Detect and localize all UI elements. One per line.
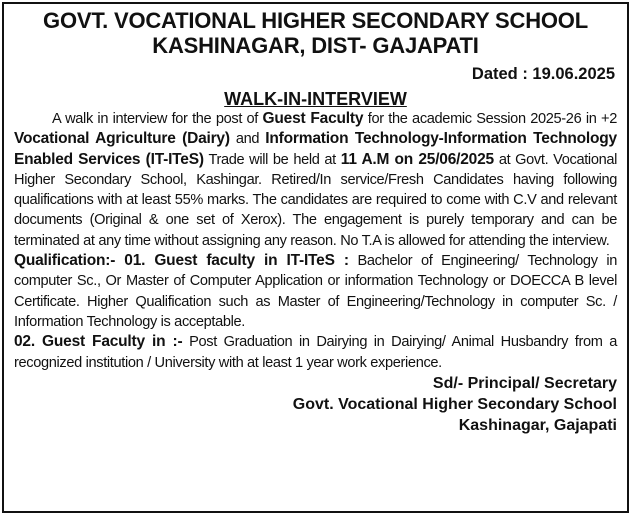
trade-it-ites: Information Technology-Information Technology Enabled Services (IT-ITeS): [14, 130, 617, 168]
qualification-dairy-heading: 02. Guest Faculty in :-: [14, 333, 183, 351]
qualification-dairy-paragraph: [14, 332, 617, 373]
para1-text-4: Trade will be held at: [203, 151, 341, 168]
post-name: Guest Faculty: [262, 110, 364, 127]
signature-place: Kashinagar, Gajapati: [458, 416, 617, 434]
signature-designation: Sd/- Principal/ Secretary: [432, 374, 617, 392]
qualification-it-text: Bachelor of Engineering/ Technology in computer Sc., Or Master of Computer Application or information Technology or DOECCA B level Certificate. Higher Qualification such as Master of Engineering/Technology in computer Sc. / Information Technology is acceptable.: [14, 253, 617, 330]
signature-school: Govt. Vocational Higher Secondary School: [292, 395, 617, 413]
walk-in-interview-notice: [2, 2, 629, 513]
school-location-heading: KASHINAGAR, DIST- GAJAPATI: [152, 33, 479, 58]
school-name-heading: GOVT. VOCATIONAL HIGHER SECONDARY SCHOOL: [43, 8, 588, 33]
trade-agriculture: Vocational Agriculture (Dairy): [14, 130, 230, 148]
notice-date: Dated : 19.06.2025: [471, 65, 615, 83]
announcement-paragraph: [14, 109, 617, 251]
para1-text-5: at Govt. Vocational Higher Secondary School, Kashingar. Retired/In service/Fresh Candidates having following qualifications with at least 55% marks. The candidates are required to come with C.V and relevant documents (Original & one set of Xerox). The engagement is purely temporary and can be terminated at any time without assigning any reason. No T.A is allowed for attending the interview.: [14, 151, 618, 249]
notice-title: WALK-IN-INTERVIEW: [224, 89, 407, 109]
qualification-it-heading: Qualification:- 01. Guest faculty in IT-ITeS :: [14, 252, 349, 270]
qualification-dairy-text: Post Graduation in Dairying in Dairying/ Animal Husbandry from a recognized institution / University with at least 1 year work experience.: [14, 334, 618, 371]
para1-text-3: and: [229, 131, 266, 148]
para1-text-1: A walk in interview for the post of: [52, 111, 263, 127]
interview-time-date: 11 A.M on 25/06/2025: [340, 150, 494, 168]
para1-text-2: for the academic Session 2025-26 in +2: [363, 111, 617, 127]
qualification-it-paragraph: [14, 251, 617, 332]
